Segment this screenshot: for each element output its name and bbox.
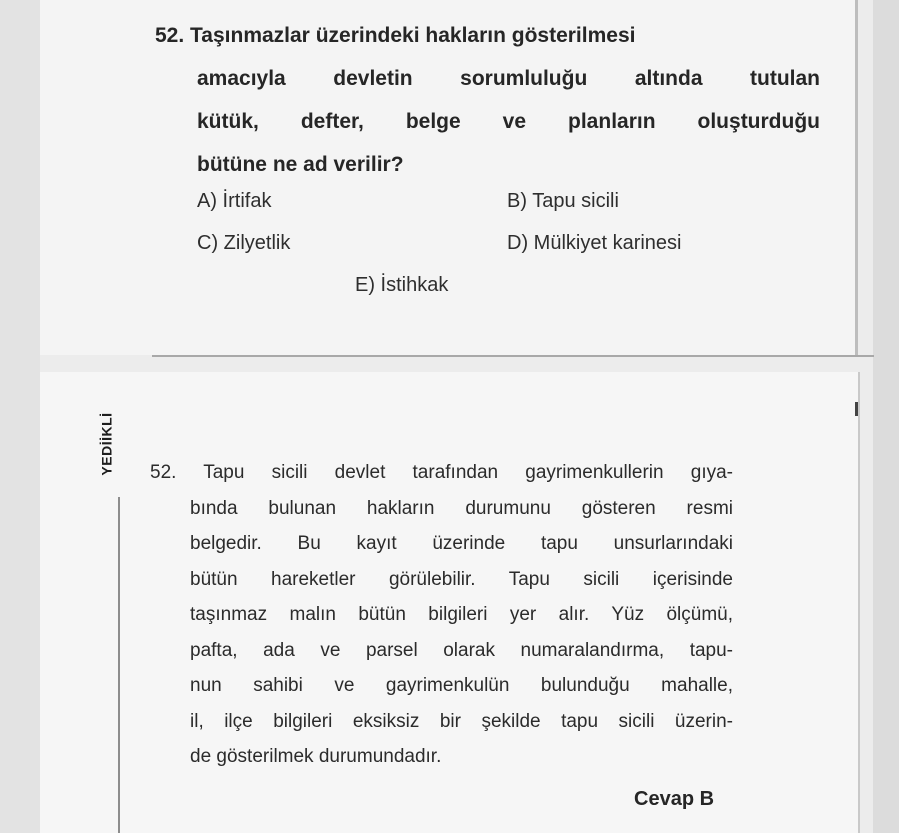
- option-d[interactable]: D) Mülkiyet karinesi: [507, 232, 682, 254]
- explanation-line-1: 52. Tapu sicili devlet tarafından gayrimenkullerin gıya-: [150, 462, 733, 483]
- explanation-line-5: taşınmaz malın bütün bilgileri yer alır. Yüz ölçümü,: [190, 604, 733, 625]
- option-a[interactable]: A) İrtifak: [197, 190, 272, 212]
- explanation-line-2: bında bulunan hakların durumunu gösteren resmi: [190, 497, 733, 519]
- brand-label: [97, 392, 117, 496]
- explanation-line-9: de gösterilmek durumundadır.: [190, 746, 442, 767]
- question-divider: [152, 355, 874, 357]
- question-line-1: 52. Taşınmazlar üzerindeki hakların gösterilmesi: [155, 24, 636, 47]
- brand-text: YEDİİKLİ: [99, 412, 115, 476]
- answer-label: Cevap B: [634, 788, 715, 810]
- question-line-3: kütük, defter, belge ve planların oluşturduğu: [197, 110, 820, 133]
- explanation-line-7: nun sahibi ve gayrimenkulün bulunduğu mahalle,: [190, 675, 733, 696]
- explanation-text: [150, 455, 733, 775]
- explanation-line-3: belgedir. Bu kayıt üzerinde tapu unsurlarındaki: [190, 533, 733, 554]
- right-margin: [873, 0, 899, 833]
- question-line-2: amacıyla devletin sorumluluğu altında tutulan: [197, 67, 820, 90]
- question-text: [155, 14, 820, 186]
- brand-rule: [118, 497, 120, 833]
- left-margin: [0, 0, 40, 833]
- question-line-4: bütüne ne ad verilir?: [197, 153, 404, 176]
- explanation-line-4: bütün hareketler görülebilir. Tapu sicili içerisinde: [190, 568, 733, 590]
- corner-mark: [855, 402, 858, 416]
- explanation-line-8: il, ilçe bilgileri eksiksiz bir şekilde tapu sicili üzerin-: [190, 710, 733, 732]
- option-b[interactable]: B) Tapu sicili: [507, 190, 619, 212]
- option-e[interactable]: E) İstihkak: [355, 274, 449, 296]
- option-c[interactable]: C) Zilyetlik: [197, 232, 291, 254]
- explanation-line-6: pafta, ada ve parsel olarak numaralandırma, tapu-: [190, 639, 733, 661]
